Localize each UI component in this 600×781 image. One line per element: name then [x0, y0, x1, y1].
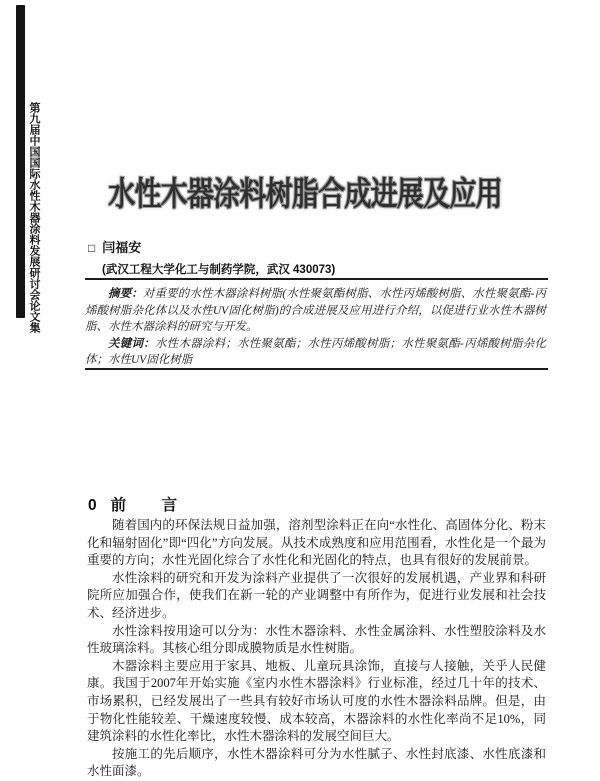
article-body	[87, 517, 546, 781]
author-block	[88, 237, 335, 277]
divider-above-abstract	[85, 278, 548, 280]
body-paragraph: 水性涂料按用途可以分为：水性木器涂料、水性金属涂料、水性塑胶涂料及水性玻璃涂料。其核心组分即成膜物质是水性树脂。	[87, 623, 546, 656]
author-name: 闫福安	[102, 240, 142, 255]
keywords-label: 关键词：	[108, 337, 155, 350]
divider-below-keywords	[85, 368, 548, 370]
body-paragraph: 木器涂料主要应用于家具、地板、儿童玩具涂饰，直接与人接触，关乎人民健康。我国于2007年开始实施《室内水性木器涂料》行业标准，经过几十年的技术、市场累积，已经发展出了一些具有较好市场认可度的水性木器涂料品牌。但是，由于物化性能较差、干燥速度较慢、成本较高，木器涂料的水性化率尚不足10%，同建筑涂料的水性化率比，水性木器涂料的发展空间巨大。	[87, 658, 546, 744]
body-paragraph: 水性涂料的研究和开发为涂料产业提供了一次很好的发展机遇，产业界和科研院所应加强合作，使我们在新一轮的产业调整中有所作为，促进行业发展和社会技术、经济进步。	[87, 570, 546, 620]
abstract-block	[85, 286, 546, 369]
spine-bar	[16, 5, 25, 318]
article-title: 水性木器涂料树脂合成进展及应用	[108, 174, 502, 214]
keywords-text: 水性木器涂料；水性聚氨酯；水性丙烯酸树脂；水性聚氨酯-丙烯酸树脂杂化体；水性UV固化树脂	[85, 337, 546, 366]
abstract-label: 摘要：	[108, 288, 143, 300]
body-paragraph: 随着国内的环保法规日益加强，溶剂型涂料正在向“水性化、高固体分化、粉末化和辐射固化”即“四化”方向发展。从技术成熟度和应用范围看，水性化是一个最为重要的方向；水性光固化综合了水性化和光固化的特点，也具有很好的发展前景。	[87, 518, 546, 568]
section-heading-foreword	[88, 493, 187, 515]
section-title: 前 言	[110, 497, 188, 514]
author-marker-square: □	[88, 241, 96, 255]
section-number: 0	[88, 497, 97, 514]
abstract-paragraph	[85, 286, 546, 336]
author-line	[88, 237, 335, 256]
body-paragraph: 按施工的先后顺序，水性木器涂料可分为水性腻子、水性封底漆、水性底漆和水性面漆。	[87, 746, 546, 779]
author-affiliation: (武汉工程大学化工与制药学院，武汉 430073)	[102, 264, 336, 276]
keywords-paragraph	[85, 336, 546, 369]
spine-proceedings-label: 第九届中国国际水性木器涂料发展研讨会论文集	[28, 102, 40, 333]
abstract-text: 对重要的水性木器涂料树脂(水性聚氨酯树脂、水性丙烯酸树脂、水性聚氨酯-丙烯酸树脂杂化体以及水性UV固化树脂)的合成进展及应用进行介绍，以促进行业水性木器树脂、水性木器涂料的研究与开发。	[85, 288, 547, 333]
